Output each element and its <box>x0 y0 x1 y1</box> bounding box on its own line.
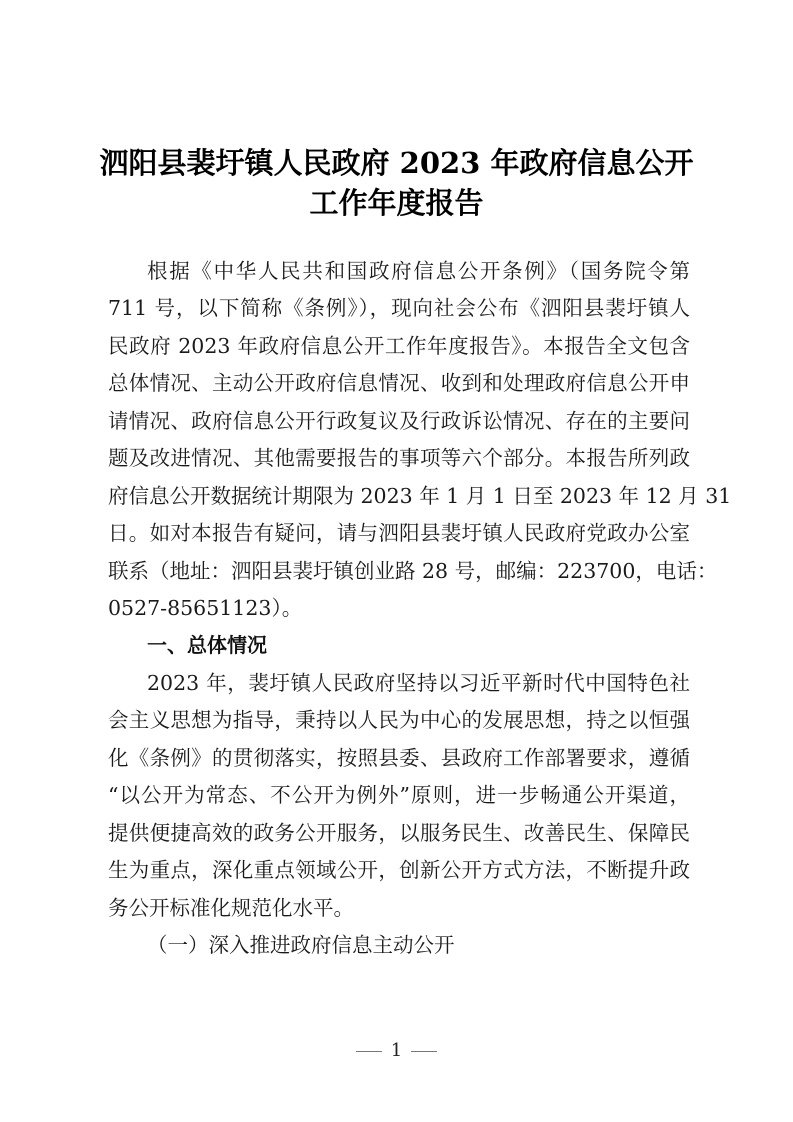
section1-line: 提供便捷高效的政务公开服务，以服务民生、改善民生、保障民 <box>108 821 690 845</box>
intro-line: 根据《中华人民共和国政府信息公开条例》（国务院令第 <box>147 259 690 283</box>
document-title-line-1: 泗阳县裴圩镇人民政府 2023 年政府信息公开 <box>99 146 694 180</box>
page-dash-left <box>356 1051 382 1052</box>
section1-line: 生为重点，深化重点领域公开，创新公开方式方法，不断提升政 <box>108 858 690 882</box>
intro-line: 总体情况、主动公开政府信息情况、收到和处理政府信息公开申 <box>108 371 690 395</box>
intro-line: 711 号，以下简称《条例》），现向社会公布《泗阳县裴圩镇人 <box>108 296 690 320</box>
section1-line: 2023 年，裴圩镇人民政府坚持以习近平新时代中国特色社 <box>147 671 690 695</box>
intro-line: 联系（地址：泗阳县裴圩镇创业路 28 号，邮编：223700，电话： <box>108 559 718 583</box>
intro-line: 题及改进情况、其他需要报告的事项等六个部分。本报告所列政 <box>108 446 690 470</box>
section1-line: “以公开为常态、不公开为例外”原则，进一步畅通公开渠道， <box>108 783 690 807</box>
subsection-heading: （一）深入推进政府信息主动公开 <box>147 933 455 957</box>
section1-line: 化《条例》的贯彻落实，按照县委、县政府工作部署要求，遵循 <box>108 746 690 770</box>
section1-line: 务公开标准化规范化水平。 <box>108 896 354 920</box>
intro-line: 府信息公开数据统计期限为 2023 年 1 月 1 日至 2023 年 12 月 31 <box>108 484 732 508</box>
page-number: 1 <box>390 1040 403 1061</box>
page-footer <box>0 1040 793 1061</box>
page-dash-right <box>411 1051 437 1052</box>
intro-line: 0527-85651123）。 <box>108 596 303 620</box>
intro-line: 日。如对本报告有疑问，请与泗阳县裴圩镇人民政府党政办公室 <box>108 521 690 545</box>
document-title-line-2: 工作年度报告 <box>309 186 484 220</box>
intro-line: 民政府 2023 年政府信息公开工作年度报告》。本报告全文包含 <box>108 334 690 358</box>
section1-line: 会主义思想为指导，秉持以人民为中心的发展思想，持之以恒强 <box>108 708 690 732</box>
intro-line: 请情况、政府信息公开行政复议及行政诉讼情况、存在的主要问 <box>108 409 690 433</box>
section-heading: 一、总体情况 <box>147 633 267 657</box>
